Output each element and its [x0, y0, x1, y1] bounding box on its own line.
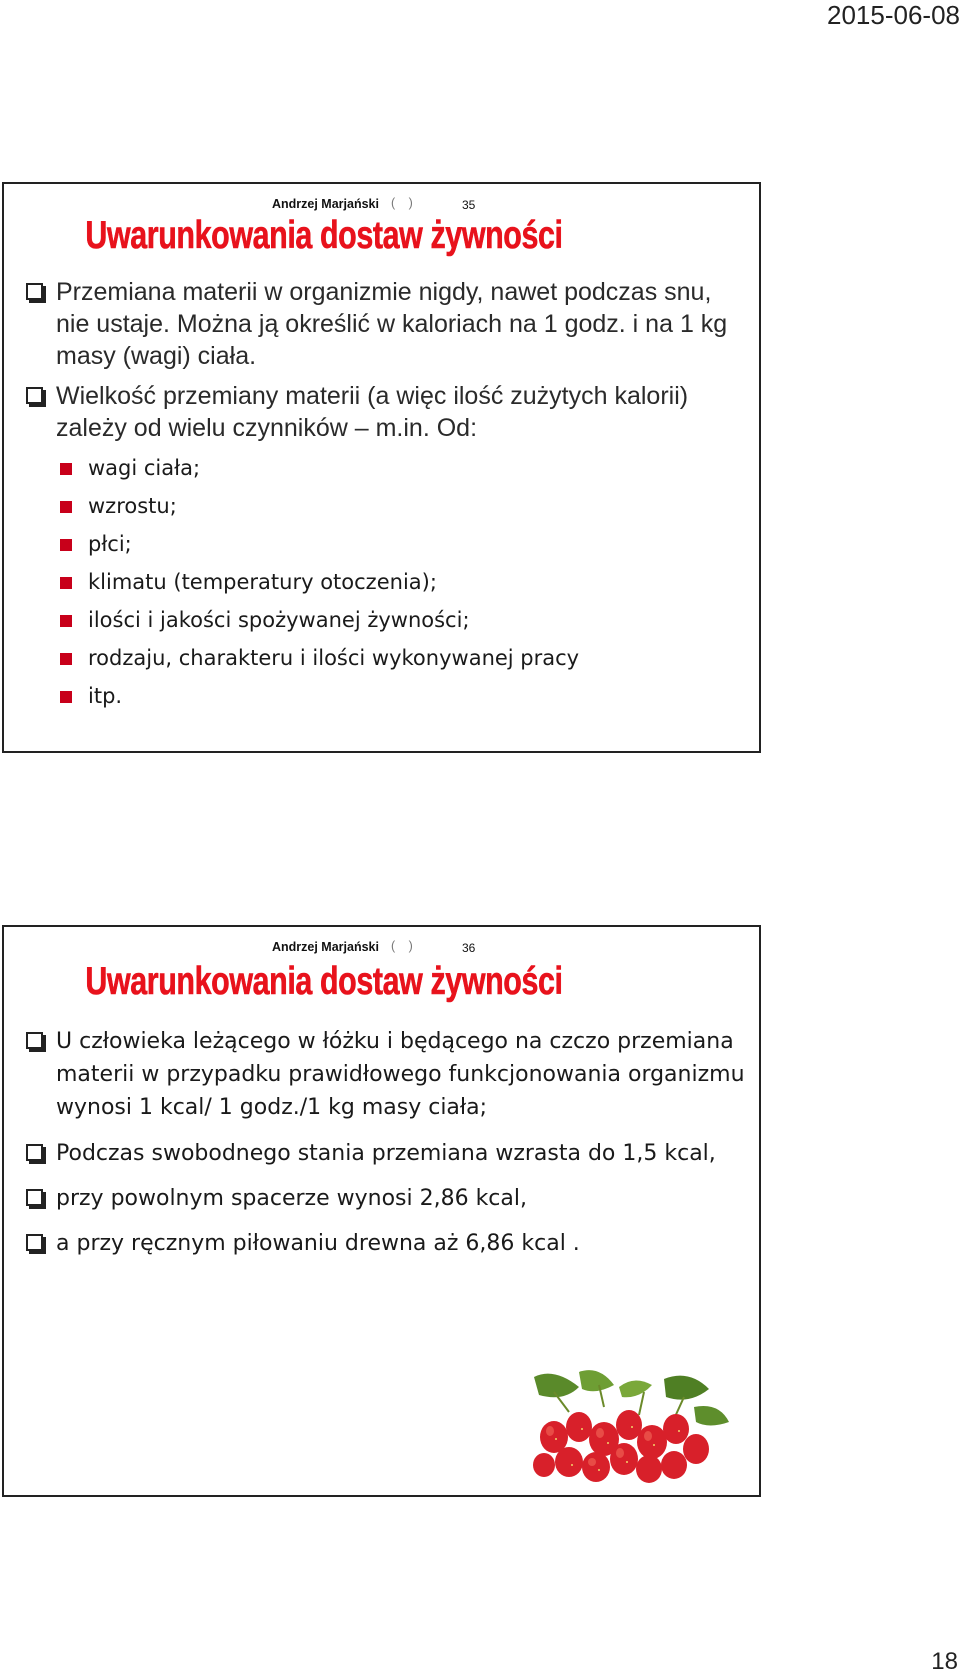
slide-title: Uwarunkowania dostaw żywności	[85, 960, 563, 1003]
bullet-text: przy powolnym spacerze wynosi 2,86 kcal,	[56, 1186, 527, 1211]
page-date: 2015-06-08	[827, 0, 960, 30]
slide-number: 36	[462, 941, 476, 955]
sub-bullet-item	[60, 601, 579, 639]
checkbox-square-icon	[26, 1032, 43, 1049]
page-number: 18	[931, 1648, 958, 1675]
bullet-text: Podczas swobodnego stania przemiana wzrasta do 1,5 kcal,	[56, 1141, 716, 1166]
sub-bullet-item	[60, 449, 579, 487]
bullet-list	[26, 276, 747, 444]
bullet-item	[26, 1137, 747, 1170]
bullet-item	[26, 1025, 747, 1124]
bullet-text: Wielkość przemiany materii (a więc ilość zużytych kalorii) zależy od wielu czynników – m.in. Od:	[56, 382, 689, 442]
bullet-text: U człowieka leżącego w łóżku i będącego na czczo przemiana materii w przypadku prawidłowego funkcjonowania organizmu wynosi 1 kcal/ 1 godz./1 kg masy ciała;	[56, 1029, 745, 1120]
sub-bullet-item	[60, 639, 579, 677]
bullet-item	[26, 380, 747, 444]
sub-bullet-item	[60, 563, 579, 601]
slide-header	[272, 934, 759, 958]
checkbox-square-icon	[26, 1189, 43, 1206]
bullet-item	[26, 1227, 747, 1260]
sub-bullet-text: itp.	[88, 684, 123, 708]
red-square-icon	[60, 577, 72, 589]
slide-number: 35	[462, 198, 476, 212]
sub-bullet-item	[60, 525, 579, 563]
red-square-icon	[60, 691, 72, 703]
slide-36	[2, 925, 761, 1497]
bullet-text: Przemiana materii w organizmie nigdy, nawet podczas snu, nie ustaje. Można ją określić w kaloriach na 1 godz. i na 1 kg masy (wagi) ciała.	[56, 278, 728, 370]
red-square-icon	[60, 615, 72, 627]
sub-bullet-text: wagi ciała;	[88, 456, 201, 480]
header-parens: ( )	[391, 196, 418, 210]
checkbox-square-icon	[26, 283, 43, 300]
bullet-list	[26, 1025, 747, 1260]
bullet-item	[26, 1182, 747, 1215]
strawberries-image	[524, 1367, 729, 1487]
sub-bullet-text: klimatu (temperatury otoczenia);	[88, 570, 437, 594]
red-square-icon	[60, 463, 72, 475]
red-square-icon	[60, 501, 72, 513]
checkbox-square-icon	[26, 387, 43, 404]
author-name: Andrzej Marjański	[272, 197, 379, 211]
slide-35	[2, 182, 761, 753]
slide-title: Uwarunkowania dostaw żywności	[85, 214, 563, 257]
red-square-icon	[60, 539, 72, 551]
header-parens: ( )	[391, 939, 418, 953]
sub-bullet-list	[60, 449, 579, 715]
bullet-item	[26, 276, 747, 372]
red-square-icon	[60, 653, 72, 665]
bullet-text: a przy ręcznym piłowaniu drewna aż 6,86 kcal .	[56, 1231, 580, 1256]
sub-bullet-item	[60, 677, 579, 715]
sub-bullet-text: rodzaju, charakteru i ilości wykonywanej pracy	[88, 646, 580, 670]
sub-bullet-text: płci;	[88, 532, 132, 556]
sub-bullet-item	[60, 487, 579, 525]
checkbox-square-icon	[26, 1144, 43, 1161]
author-name: Andrzej Marjański	[272, 940, 379, 954]
sub-bullet-text: wzrostu;	[88, 494, 177, 518]
slide-header	[272, 191, 759, 215]
checkbox-square-icon	[26, 1234, 43, 1251]
sub-bullet-text: ilości i jakości spożywanej żywności;	[88, 608, 470, 632]
